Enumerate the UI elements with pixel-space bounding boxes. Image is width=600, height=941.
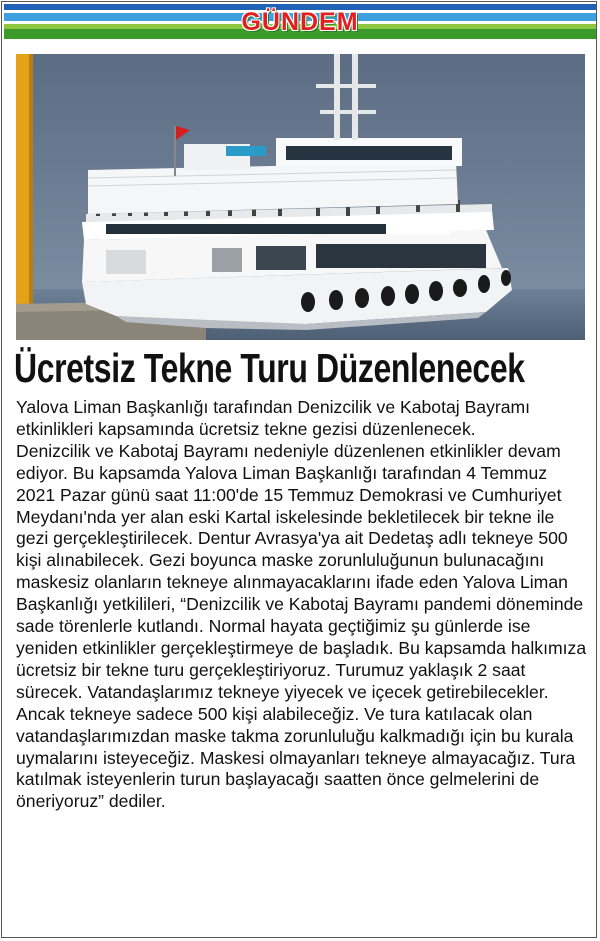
section-banner bbox=[4, 4, 596, 42]
article-headline: Ücretsiz Tekne Turu Düzenlenecek bbox=[14, 345, 525, 391]
article-paragraph: Denizcilik ve Kabotaj Bayramı nedeniyle düzenlenen etkinlikler devam ediyor. Bu kapsamda Yalova Liman Başkanlığı tarafından 4 Temmuz 2021 Pazar günü saat 11:00'de 15 Temmuz Demokrasi ve Cumhuriyet Meydanı'nda yer alan eski Kartal iskelesinde bekletilecek bir tekne ile gezi gerçekleştirilecek. Dentur Avrasya'ya ait Dedetaş adlı tekneye 500 kişi alınabilecek. Gezi boyunca maske zorunluluğunun bulunacağını maskesiz olanların tekneye alınmayacaklarını ifade eden Yalova Liman Başkanlığı yetkilileri, “Denizcilik ve Kabotaj Bayramı pandemi döneminde sade törenlerle kutlandı. Normal hayata geçtiğimiz şu günlerde ise yeniden etkinlikler gerçekleştirmeye de başladık. Bu kapsamda halkımıza ücretsiz bir tekne turu gerçekleştiriyoruz. Turumuz yaklaşık 2 saat sürecek. Vatandaşlarımız tekneye yiyecek ve içecek getirebilecekler. Ancak tekneye sadece 500 kişi alabileceğiz. Ve tura katılacak olan vatandaşlarımızdan maske takma zorunluluğu kalkmadığı için bu kurala uymalarını isteyeceğiz. Maskesi olmayanları tekneye almayacağız. Tura katılmak isteyenlerin turun başlayacağı saatten önce gelmelerini de öneriyoruz” dediler. bbox=[16, 440, 587, 812]
ferry-illustration bbox=[16, 54, 585, 340]
ferry-photo bbox=[16, 54, 585, 340]
article-body bbox=[16, 397, 588, 813]
section-title: GÜNDEM bbox=[241, 8, 359, 36]
article-lead: Yalova Liman Başkanlığı tarafından Denizcilik ve Kabotaj Bayramı etkinlikleri kapsamında ücretsiz tekne gezisi düzenlenecek. bbox=[16, 397, 531, 439]
